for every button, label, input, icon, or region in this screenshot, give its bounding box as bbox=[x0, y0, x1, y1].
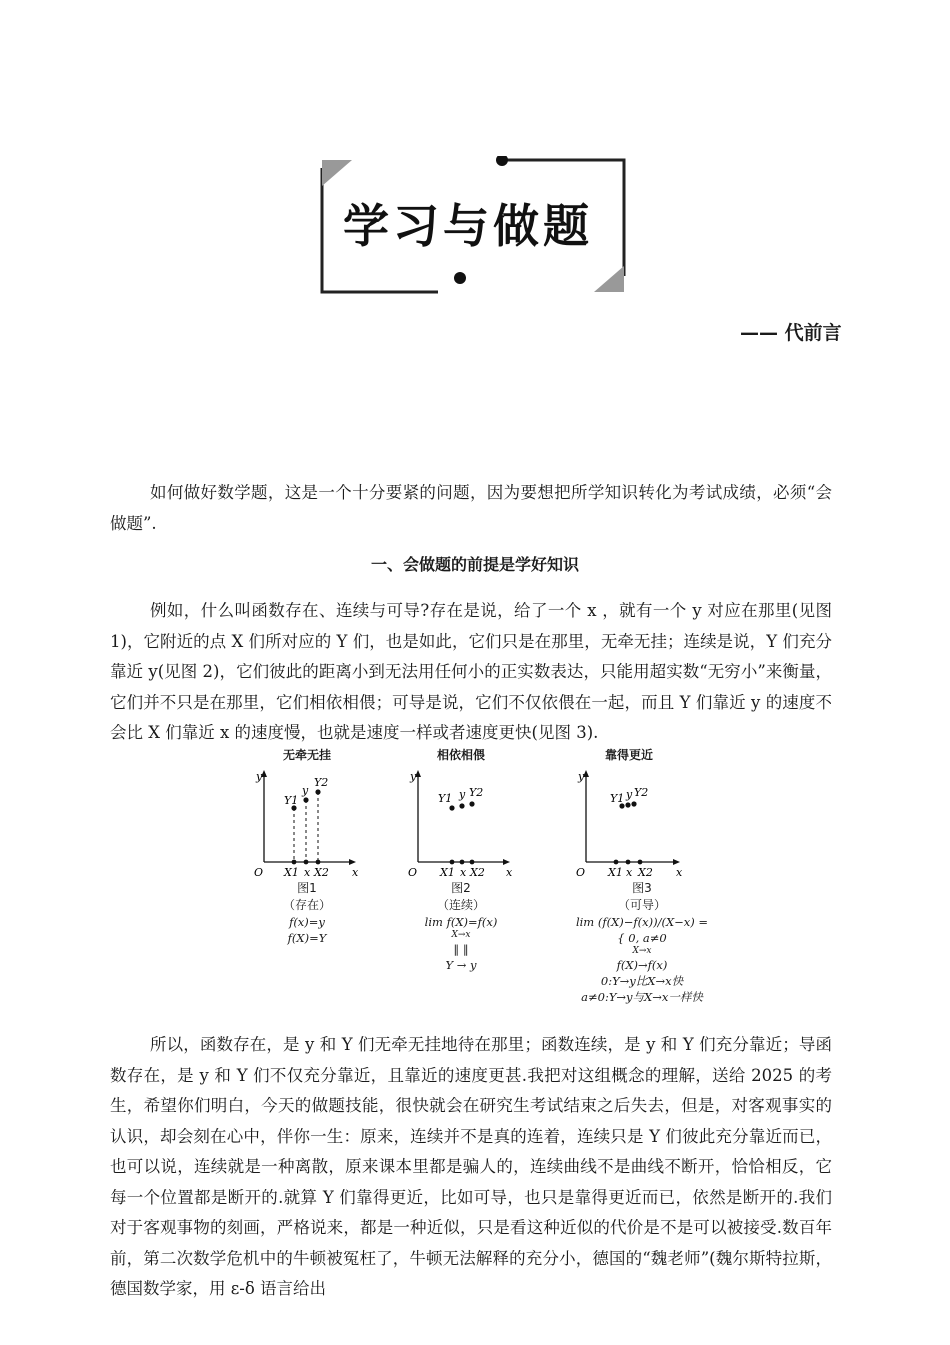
svg-text:O: O bbox=[408, 866, 418, 879]
figure-3-property: （可导） bbox=[617, 898, 666, 912]
figure-2: y x O Y1 y Y2 X1 x X2 图2 （连续） lim f(X)=f(x) X→x ‖ ‖ Y → y bbox=[406, 764, 556, 973]
svg-text:x: x bbox=[506, 866, 513, 879]
svg-text:y: y bbox=[459, 788, 466, 801]
figure-2-plot bbox=[406, 764, 516, 880]
figure-3: y x O Y1 y Y2 X1 x X2 图3 （可导） lim (f(X)−f(x))/(X−x) = { 0, a≠0 X→x f(X)→f(x) 0:Y→y比X→x快 a≠0:Y→y与X→x一样快 bbox=[572, 764, 742, 1005]
subtitle: —— 代前言 bbox=[740, 322, 842, 344]
section-heading: 一、会做题的前提是学好知识 bbox=[370, 555, 579, 574]
page-title: 学习与做题 bbox=[343, 199, 593, 253]
figure-1: y x O Y1 y Y2 X1 x X2 图1 （存在） f(x)=y f(X)=Y bbox=[252, 764, 402, 946]
svg-text:x: x bbox=[304, 866, 311, 879]
figure-3-caption: 图3 bbox=[632, 881, 652, 895]
origin-label: O bbox=[254, 866, 264, 879]
svg-text:y: y bbox=[626, 788, 633, 801]
svg-text:y: y bbox=[302, 784, 309, 797]
axis-x-label: x bbox=[352, 866, 359, 879]
figure-1-title: 无牵无挂 bbox=[283, 748, 332, 762]
svg-text:X1: X1 bbox=[608, 866, 623, 879]
svg-text:x: x bbox=[626, 866, 633, 879]
svg-text:x: x bbox=[460, 866, 467, 879]
svg-text:X2: X2 bbox=[638, 866, 653, 879]
svg-text:Y2: Y2 bbox=[634, 786, 649, 799]
svg-text:Y1: Y1 bbox=[610, 792, 625, 805]
figure-1-caption: 图1 bbox=[297, 881, 317, 895]
example-paragraph: 例如，什么叫函数存在、连续与可导?存在是说，给了一个 x ，就有一个 y 对应在那里(见图 1)，它附近的点 X 们所对应的 Y 们，也是如此，它们只是在那里，无牵无挂；连续是说，Y 们充分靠近 y(见图 2)，它们彼此的距离小到无法用任何小的正实数表达，只能用超实数“无穷小”来衡量，它们并不只是在那里，它们相依相偎；可导是说，它们不仅依偎在一起，而且 Y 们靠近 y 的速度不会比 X 们靠近 x 的速度慢，也就是速度一样或者速度更快(见图 3). bbox=[110, 601, 832, 742]
figure-1-plot bbox=[252, 764, 362, 880]
svg-text:x: x bbox=[676, 866, 683, 879]
svg-text:O: O bbox=[576, 866, 586, 879]
figure-2-caption: 图2 bbox=[451, 881, 471, 895]
svg-text:X2: X2 bbox=[314, 866, 329, 879]
svg-text:Y2: Y2 bbox=[469, 786, 484, 799]
figure-1-property: （存在） bbox=[282, 898, 331, 912]
figure-2-title: 相依相偎 bbox=[437, 748, 486, 762]
figure-2-property: （连续） bbox=[436, 898, 485, 912]
svg-text:y: y bbox=[410, 770, 417, 783]
svg-text:Y1: Y1 bbox=[438, 792, 453, 805]
svg-text:X1: X1 bbox=[440, 866, 455, 879]
intro-paragraph: 如何做好数学题，这是一个十分要紧的问题，因为要想把所学知识转化为考试成绩，必须“会做题”. bbox=[110, 483, 832, 533]
svg-text:Y2: Y2 bbox=[314, 776, 329, 789]
axis-y-label: y bbox=[256, 770, 263, 783]
svg-text:X1: X1 bbox=[284, 866, 299, 879]
figure-3-title: 靠得更近 bbox=[605, 748, 654, 762]
figure-3-plot bbox=[572, 764, 688, 880]
svg-text:y: y bbox=[578, 770, 585, 783]
conclusion-paragraph: 所以，函数存在，是 y 和 Y 们无牵无挂地待在那里；函数连续，是 y 和 Y 们充分靠近；导函数存在，是 y 和 Y 们不仅充分靠近，且靠近的速度更甚.我把对这组概念的理解，送给 2025 的考生，希望你们明白，今天的做题技能，很快就会在研究生考试结束之后失去，但是，对客观事实的认识，却会刻在心中，伴你一生：原来，连续并不是真的连着，连续只是 Y 们彼此充分靠近而已，也可以说，连续就是一种离散，原来课本里都是骗人的，连续曲线不是曲线不断开，恰恰相反，它每一个位置都是断开的.就算 Y 们靠得更近，比如可导，也只是靠得更近而已，依然是断开的.我们对于客观事物的刻画，严格说来，都是一种近似，只是看这种近似的代价是不是可以被接受.数百年前，第二次数学危机中的牛顿被冤枉了，牛顿无法解释的充分小，德国的“魏老师”(魏尔斯特拉斯，德国数学家，用 ε-δ 语言给出 bbox=[110, 1035, 832, 1298]
point-Y2 bbox=[315, 789, 320, 794]
point-y bbox=[303, 797, 308, 802]
svg-text:Y1: Y1 bbox=[284, 794, 299, 807]
svg-text:X2: X2 bbox=[470, 866, 485, 879]
